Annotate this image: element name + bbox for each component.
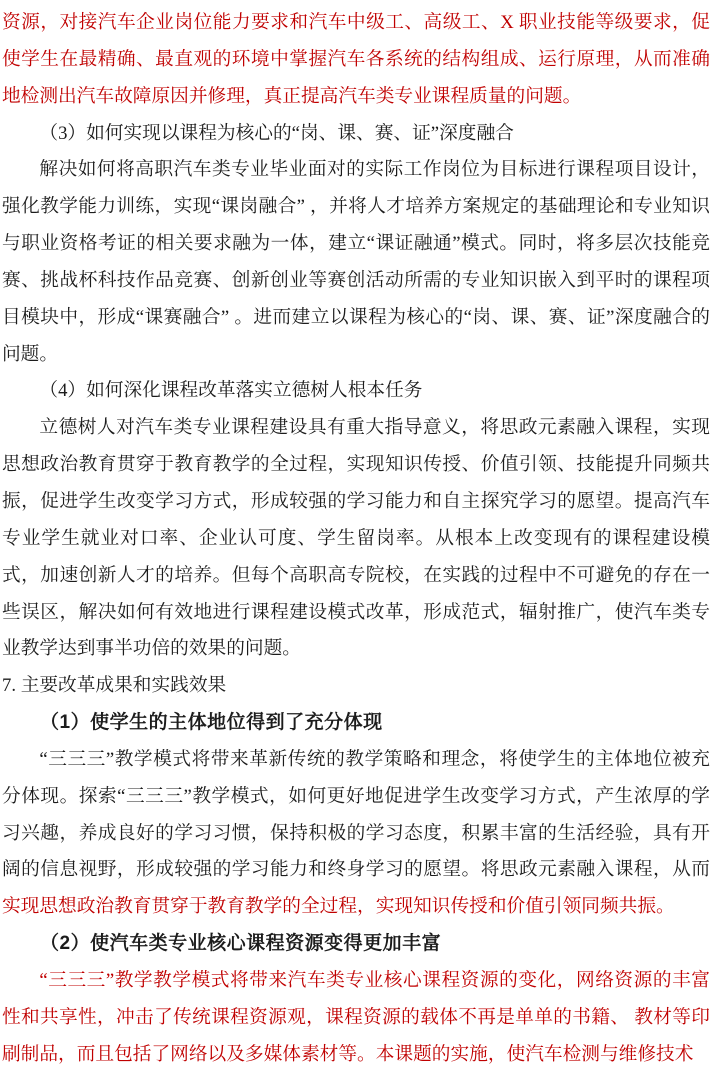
text-run: （1）使学生的主体地位得到了充分体现 xyxy=(40,712,383,734)
text-run: （2）使汽车类专业核心课程资源变得更加丰富 xyxy=(40,933,442,955)
text-run: （4）如何深化课程改革落实立德树人根本任务 xyxy=(39,380,423,402)
paragraph xyxy=(2,963,710,1074)
bold-section-heading xyxy=(2,705,710,742)
text-run: 解决如何将高职汽车类专业毕业面对的实际工作岗位为目标进行课程项目设计，强化教学能力训练，实现“课岗融合” ，并将人才培养方案规定的基础理论和专业知识与职业资格考证的相关要求融为一体，建立“课证融通”模式。同时，将多层次技能竞赛、挑战杯科技作品竞赛、创新创业等赛创活动所需的专业知识嵌入到平时的课程项目模块中，形成“课赛融合” 。进而建立以课程为核心的“岗、课、赛、证”深度融合的问题。 xyxy=(2,159,710,365)
text-run: 立德树人对汽车类专业课程建设具有重大指导意义，将思政元素融入课程，实现思想政治教育贯穿于教育教学的全过程，实现知识传授、价值引领、技能提升同频共振，促进学生改变学习方式，形成较强的学习能力和自主探究学习的愿望。提高汽车专业学生就业对口率、企业认可度、学生留岗率。从根本上改变现有的课程建设模式，加速创新人才的培养。但每个高职高专院校，在实践的过程中不可避免的存在一些误区，解决如何有效地进行课程建设模式改革，形成范式，辐射推广，使汽车类专业教学达到事半功倍的效果的问题。 xyxy=(2,417,710,660)
bold-section-heading xyxy=(2,926,710,963)
document-body xyxy=(2,5,710,1073)
paragraph xyxy=(2,410,710,668)
heading xyxy=(2,668,710,705)
text-run: “三三三”教学教学模式将带来汽车类专业核心课程资源的变化，网络资源的丰富性和共享性，冲击了传统课程资源观，课程资源的载体不再是单单的书籍、 教材等印刷制品，而且包括了网络以及多媒体素材等。本课题的实施，使汽车检测与维修技术 xyxy=(2,969,710,1065)
text-run: 资源，对接汽车企业岗位能力要求和汽车中级工、高级工、X 职业技能等级要求，促使学生在最精确、最直观的环境中掌握汽车各系统的结构组成、运行原理，从而准确地检测出汽车故障原因并修理，真正提高汽车类专业课程质量的问题。 xyxy=(2,12,710,107)
paragraph xyxy=(2,742,710,926)
paragraph xyxy=(2,152,710,373)
text-run: （3）如何实现以课程为核心的“岗、课、赛、证”深度融合 xyxy=(39,122,514,144)
paragraph xyxy=(2,5,710,116)
text-run: 实现思想政治教育贯穿于教育教学的全过程，实现知识传授和价值引领同频共振。 xyxy=(2,896,675,918)
text-run: 7. 主要改革成果和实践效果 xyxy=(2,675,227,697)
heading xyxy=(2,373,710,410)
text-run: “三三三”教学模式将带来革新传统的教学策略和理念，将使学生的主体地位被充分体现。探索“三三三”教学模式，如何更好地促进学生改变学习方式，产生浓厚的学习兴趣，养成良好的学习习惯，保持积极的学习态度，积累丰富的生活经验，具有开阔的信息视野，形成较强的学习能力和终身学习的愿望。将思政元素融入课程，从而 xyxy=(2,748,710,881)
heading xyxy=(2,116,710,153)
